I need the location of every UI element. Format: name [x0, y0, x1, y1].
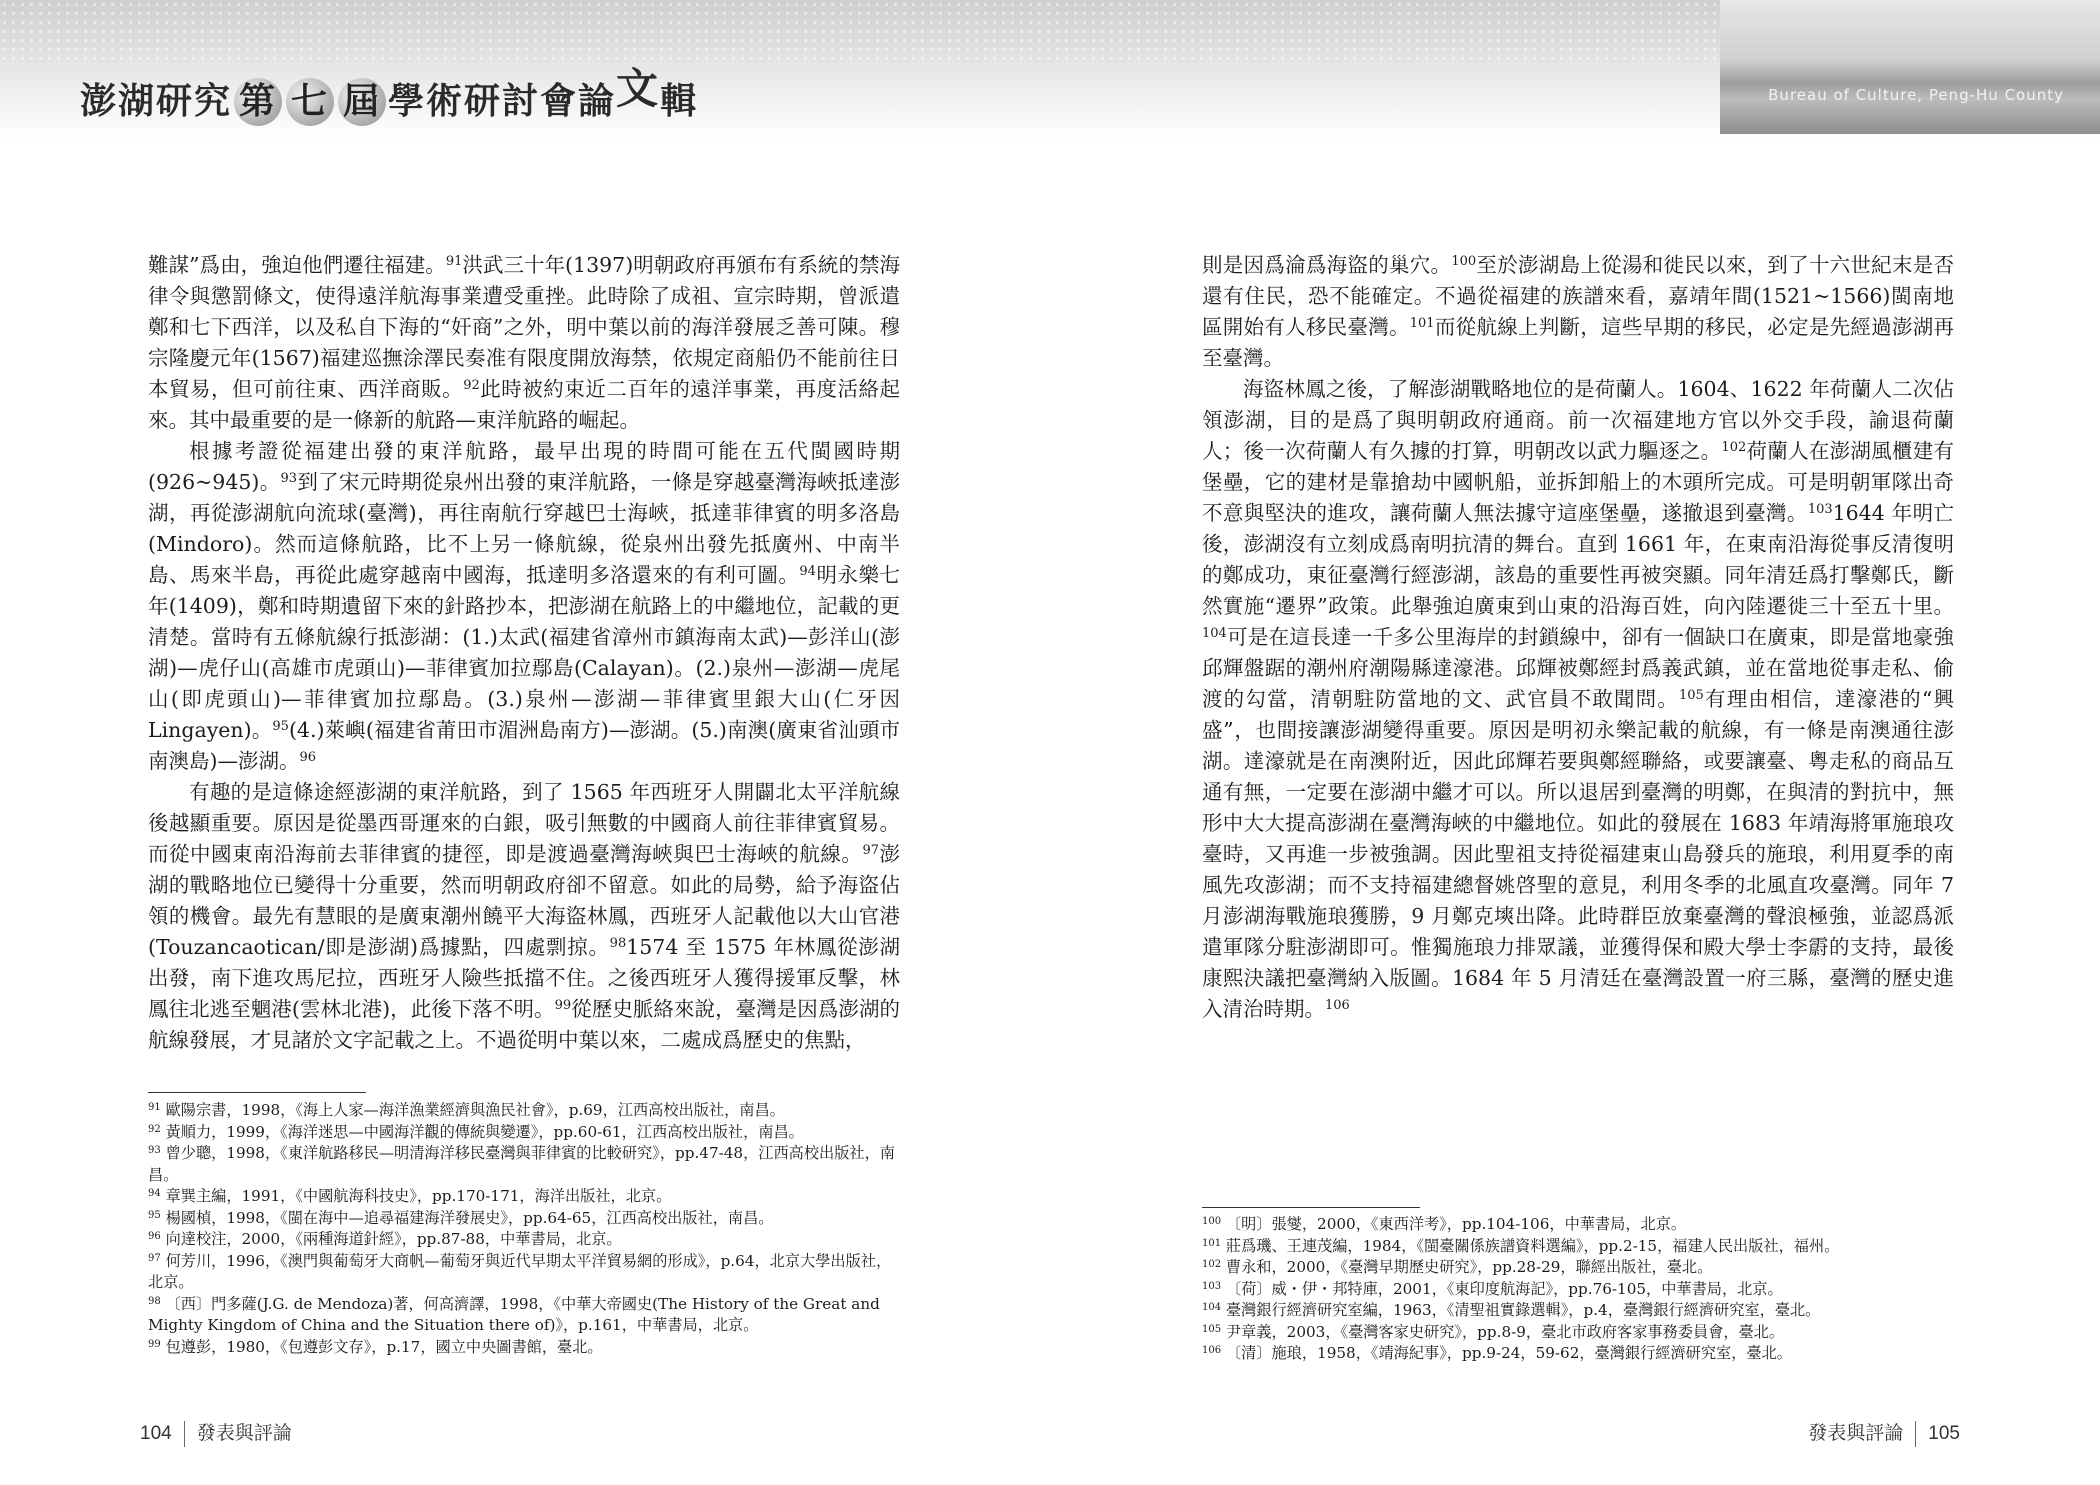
footnote-text: 〔明〕張燮，2000，《東西洋考》，pp.104-106，中華書局，北京。 — [1225, 1215, 1687, 1233]
footnote-number: 96 — [148, 1231, 161, 1242]
footnote-ref[interactable]: 99 — [554, 998, 572, 1013]
paragraph-text: 根據考證從福建出發的東洋航路，最早出現的時間可能在五代閩國時期(926~945)。 — [148, 439, 900, 494]
footnote-item — [1202, 1322, 1954, 1344]
logo-text-h: 輯 — [660, 81, 699, 122]
left-footer-label: 發表與評論 — [196, 1422, 292, 1444]
footnote-ref[interactable]: 102 — [1721, 440, 1747, 455]
footnote-number: 101 — [1202, 1237, 1222, 1249]
footnote-item — [148, 1294, 900, 1337]
footnote-text: 臺灣銀行經濟研究室編，1963，《清聖祖實錄選輯》，p.4，臺灣銀行經濟研究室，臺北。 — [1225, 1301, 1821, 1319]
paragraph-text: 則是因爲淪爲海盜的巢穴。 — [1202, 253, 1452, 277]
right-page-body — [1202, 250, 1954, 1025]
footnote-ref[interactable]: 101 — [1409, 316, 1435, 331]
footnote-text: 章巽主編，1991，《中國航海科技史》，pp.170-171，海洋出版社，北京。 — [165, 1187, 672, 1205]
right-footer-label: 發表與評論 — [1808, 1422, 1904, 1444]
footnote-item — [1202, 1257, 1954, 1279]
footnote-ref[interactable]: 100 — [1451, 254, 1477, 269]
left-footer-divider — [184, 1421, 185, 1447]
footnote-number: 99 — [148, 1338, 161, 1350]
logo-circle-3 — [338, 78, 386, 126]
footnote-item — [1202, 1343, 1954, 1365]
footnote-text: 曹永和，2000，《臺灣早期歷史研究》，pp.28-29，聯經出版社，臺北。 — [1225, 1258, 1713, 1276]
footnote-text: 〔荷〕威・伊・邦特庫，2001，《東印度航海記》，pp.76-105，中華書局，北京。 — [1225, 1279, 1783, 1298]
header-subtitle: Bureau of Culture, Peng-Hu County — [1768, 86, 2064, 104]
paragraph-text: 1574 至 1575 年林鳳從澎湖出發，南下進攻馬尼拉，西班牙人險些抵擋不住。之後西班牙人獲得援軍反擊，林鳳往北逃至魍港(雲林北港)，此後下落不明。 — [148, 935, 901, 1021]
paragraph-text: 有趣的是這條途經澎湖的東洋航路，到了 1565 年西班牙人開闢北太平洋航線後越顯重要。原因是從墨西哥運來的白銀，吸引無數的中國商人前往菲律賓貿易。而從中國東南沿海前去菲律賓的捷徑，即是渡過臺灣海峽與巴士海峽的航線。 — [148, 780, 900, 866]
paragraph-text: 而從航線上判斷，這些早期的移民，必定是先經過澎湖再至臺灣。 — [1202, 315, 1955, 370]
right-page-footer — [1808, 1418, 1960, 1447]
footnote-text: 尹章義，2003，《臺灣客家史研究》，pp.8-9，臺北市政府客家事務委員會，臺北。 — [1225, 1322, 1785, 1341]
body-paragraph — [1202, 374, 1954, 1025]
left-footnote-rule — [148, 1092, 366, 1093]
paragraph-text: 至於澎湖島上從湯和徙民以來，到了十六世紀末是否還有住民，恐不能確定。不過從福建的族譜來看，嘉靖年間(1521~1566)閩南地區開始有人移民臺灣。 — [1202, 253, 1955, 339]
footnote-item — [148, 1186, 900, 1208]
body-paragraph — [148, 777, 900, 1056]
logo-text-b: 第 — [239, 81, 278, 122]
right-footer-divider — [1915, 1421, 1916, 1447]
footnote-item — [1202, 1236, 1954, 1258]
footnote-ref[interactable]: 96 — [299, 750, 317, 765]
paragraph-text: 明永樂七年(1409)，鄭和時期遺留下來的針路抄本，把澎湖在航路上的中繼地位，記載的更清楚。當時有五條航線行抵澎湖：(1.)太武(福建省漳州市鎮海南太武)—彭洋山(澎湖)—虎仔山(高雄市虎頭山)—菲律賓加拉鄢島(Calayan)。(2.)泉州—澎湖—虎尾山(即虎頭山)—菲律賓加拉鄢島。(3.)泉州—澎湖—菲律賓里銀大山(仁牙因 Lingayen)。 — [148, 563, 901, 742]
footnote-ref[interactable]: 98 — [609, 936, 627, 951]
footnote-text: 歐陽宗書，1998，《海上人家—海洋漁業經濟與漁民社會》，p.69，江西高校出版社，南昌。 — [165, 1101, 785, 1119]
footnote-item — [1202, 1279, 1954, 1301]
footnote-number: 94 — [148, 1188, 161, 1199]
footnote-number: 104 — [1202, 1302, 1222, 1313]
footnote-number: 93 — [148, 1145, 161, 1156]
page-header — [0, 0, 2100, 140]
logo-text-e: 學術研討會 — [388, 81, 579, 122]
footnote-item — [148, 1251, 900, 1294]
journal-logo — [80, 66, 698, 126]
footnote-ref[interactable]: 94 — [799, 564, 816, 579]
footnote-text: 〔清〕施琅，1958，《靖海紀事》，pp.9-24，59-62，臺灣銀行經濟研究室，臺北。 — [1225, 1344, 1792, 1362]
paragraph-text: 此時被約束近二百年的遠洋事業，再度活絡起來。其中最重要的是一條新的航路—東洋航路的崛起。 — [148, 377, 901, 432]
logo-circle-2 — [286, 78, 334, 126]
footnote-number: 106 — [1202, 1345, 1222, 1356]
paragraph-text: 1644 年明亡後，澎湖沒有立刻成爲南明抗清的舞台。直到 1661 年，在東南沿海從事反清復明的鄭成功，東征臺灣行經澎湖，該島的重要性再被突顯。同年清廷爲打擊鄭氏，斷然實施“遷界”政策。此舉強迫廣東到山東的沿海百姓，向內陸遷徙三十至五十里。 — [1202, 501, 1954, 618]
paragraph-text: 澎湖的戰略地位已變得十分重要，然而明朝政府卻不留意。如此的局勢，給予海盜佔領的機會。最先有慧眼的是廣東潮州饒平大海盜林鳳，西班牙人記載他以大山官港(Touzancaotican/即是澎湖)爲據點，四處剽掠。 — [148, 842, 901, 959]
footnote-item — [1202, 1300, 1954, 1322]
footnote-item — [148, 1337, 900, 1359]
footnote-ref[interactable]: 104 — [1202, 626, 1227, 641]
footnote-number: 103 — [1202, 1280, 1222, 1292]
left-page-number: 104 — [140, 1423, 172, 1444]
footnote-ref[interactable]: 103 — [1807, 502, 1833, 517]
footnote-text: 包遵彭，1980，《包遵彭文存》，p.17，國立中央圖書館，臺北。 — [165, 1337, 603, 1356]
paragraph-text: 荷蘭人在澎湖風櫃建有堡壘，它的建材是靠搶劫中國帆船，並拆卸船上的木頭所完成。可是明朝軍隊出奇不意與堅決的進攻，讓荷蘭人無法據守這座堡壘，遂撤退到臺灣。 — [1202, 439, 1955, 525]
logo-text-f: 論 — [578, 81, 617, 122]
body-paragraph — [148, 436, 900, 777]
paragraph-text: (4.)萊嶼(福建省莆田市湄洲島南方)—澎湖。(5.)南澳(廣東省汕頭市南澳島)—澎湖。 — [148, 718, 900, 773]
logo-text-d: 屆 — [343, 81, 382, 122]
paragraph-text: 洪武三十年(1397)明朝政府再頒布有系統的禁海律令與懲罰條文，使得遠洋航海事業遭受重挫。此時除了成祖、宣宗時期，曾派遣鄭和七下西洋，以及私自下海的“奸商”之外，明中葉以前的海洋發展乏善可陳。穆宗隆慶元年(1567)福建巡撫涂澤民奏准有限度開放海禁，依規定商船仍不能前往日本貿易，但可前往東、西洋商販。 — [148, 253, 901, 401]
body-paragraph — [148, 250, 900, 436]
footnote-item — [148, 1122, 900, 1144]
footnote-number: 95 — [148, 1209, 161, 1221]
paragraph-text: 難謀”爲由，強迫他們遷往福建。 — [148, 253, 446, 277]
left-page-footer — [140, 1418, 292, 1447]
right-footnotes — [1202, 1214, 1954, 1365]
paragraph-text: 有理由相信，達濠港的“興盛”，也間接讓澎湖變得重要。原因是明初永樂記載的航線，有一條是南澳通往澎湖。達濠就是在南澳附近，因此邱輝若要與鄭經聯絡，或要讓臺、粵走私的商品互通有無，一定要在澎湖中繼才可以。所以退居到臺灣的明鄭，在與清的對抗中，無形中大大提高澎湖在臺灣海峽的中繼地位。如此的發展在 1683 年靖海將軍施琅攻臺時，又再進一步被強調。因此聖祖支持從福建東山島發兵的施琅，利用夏季的南風先攻澎湖；而不支持福建總督姚啓聖的意見，利用冬季的北風直攻臺灣。同年 7 月澎湖海戰施琅獲勝，9 月鄭克塽出降。此時群臣放棄臺灣的聲浪極強，並認爲派遣軍隊分駐澎湖即可。惟獨施琅力排眾議，並獲得保和殿大學士李霨的支持，最後康熙決議把臺灣納入版圖。1684 年 5 月清廷在臺灣設置一府三縣，臺灣的歷史進入清治時期。 — [1202, 687, 1955, 1021]
footnote-ref[interactable]: 91 — [445, 254, 463, 269]
logo-text-g: 文 — [616, 64, 661, 113]
footnote-text: 黃順力，1999，《海洋迷思—中國海洋觀的傳統與變遷》，pp.60-61，江西高校出版社，南昌。 — [165, 1122, 804, 1141]
footnote-number: 105 — [1202, 1323, 1222, 1335]
footnote-text: 向達校注，2000，《兩種海道針經》，pp.87-88，中華書局，北京。 — [165, 1230, 622, 1248]
paragraph-text: 從歷史脈絡來說，臺灣是因爲澎湖的航線發展，才見諸於文字記載之上。不過從明中葉以來，二處成爲歷史的焦點， — [148, 997, 900, 1052]
right-footnote-rule — [1202, 1207, 1420, 1208]
footnote-ref[interactable]: 92 — [463, 378, 480, 393]
body-paragraph — [1202, 250, 1954, 374]
footnote-number: 98 — [148, 1295, 161, 1307]
footnote-item — [148, 1208, 900, 1230]
footnote-text: 莊爲璣、王連茂編，1984，《閩臺關係族譜資料選編》，pp.2-15，福建人民出版社，福州。 — [1225, 1236, 1840, 1255]
paragraph-text: 到了宋元時期從泉州出發的東洋航路，一條是穿越臺灣海峽抵達澎湖，再從澎湖航向流球(臺灣)，再往南航行穿越巴士海峽，抵達菲律賓的明多洛島(Mindoro)。然而這條航路，比不上另一條航線，從泉州出發先抵廣州、中南半島、馬來半島，再從此處穿越南中國海，抵達明多洛還來的有利可圖。 — [148, 470, 900, 587]
logo-text-c: 七 — [291, 81, 330, 122]
footnote-ref[interactable]: 105 — [1679, 688, 1704, 703]
footnote-item — [1202, 1214, 1954, 1236]
footnote-number: 91 — [148, 1102, 161, 1113]
paragraph-text: 可是在這長達一千多公里海岸的封鎖線中，卻有一個缺口在廣東，即是當地豪強邱輝盤踞的潮州府潮陽縣達濠港。邱輝被鄭經封爲義武鎮，並在當地從事走私、偷渡的勾當，清朝駐防當地的文、武官員不敢聞問。 — [1202, 625, 1954, 711]
footnote-number: 102 — [1202, 1259, 1222, 1270]
footnote-text: 〔西〕門多薩(J.G. de Mendoza)著，何高濟譯，1998，《中華大帝國史(The History of the Great and Mighty Kingdom of China and the Situation there of)》，p.161，中華書局，北京。 — [148, 1294, 880, 1334]
footnote-text: 曾少聰，1998，《東洋航路移民—明清海洋移民臺灣與菲律賓的比較研究》，pp.47-48，江西高校出版社，南昌。 — [148, 1144, 895, 1184]
left-page-body — [148, 250, 900, 1056]
footnote-text: 楊國楨，1998，《閩在海中—追尋福建海洋發展史》，pp.64-65，江西高校出版社，南昌。 — [165, 1208, 774, 1227]
footnote-ref[interactable]: 106 — [1325, 998, 1350, 1013]
footnote-item — [148, 1143, 900, 1186]
footnote-number: 92 — [148, 1123, 161, 1135]
footnote-number: 100 — [1202, 1216, 1222, 1227]
logo-circle-1 — [234, 78, 282, 126]
right-page-number: 105 — [1928, 1423, 1960, 1444]
paragraph-text: 海盜林鳳之後，了解澎湖戰略地位的是荷蘭人。1604、1622 年荷蘭人二次佔領澎湖，目的是爲了與明朝政府通商。前一次福建地方官以外交手段，諭退荷蘭人；後一次荷蘭人有久據的打算，明朝改以武力驅逐之。 — [1202, 377, 1954, 463]
footnote-item — [148, 1100, 900, 1122]
footnote-ref[interactable]: 93 — [280, 471, 298, 486]
footnote-ref[interactable]: 97 — [862, 843, 879, 858]
header-landscape-photo — [1720, 0, 2100, 134]
logo-text-a: 澎湖研究 — [80, 81, 233, 122]
footnote-text: 何芳川，1996，《澳門與葡萄牙大商帆—葡萄牙與近代早期太平洋貿易網的形成》，p.64，北京大學出版社，北京。 — [148, 1251, 892, 1291]
footnote-item — [148, 1229, 900, 1251]
footnote-ref[interactable]: 95 — [272, 719, 289, 734]
footnote-number: 97 — [148, 1252, 161, 1264]
left-footnotes — [148, 1100, 900, 1358]
